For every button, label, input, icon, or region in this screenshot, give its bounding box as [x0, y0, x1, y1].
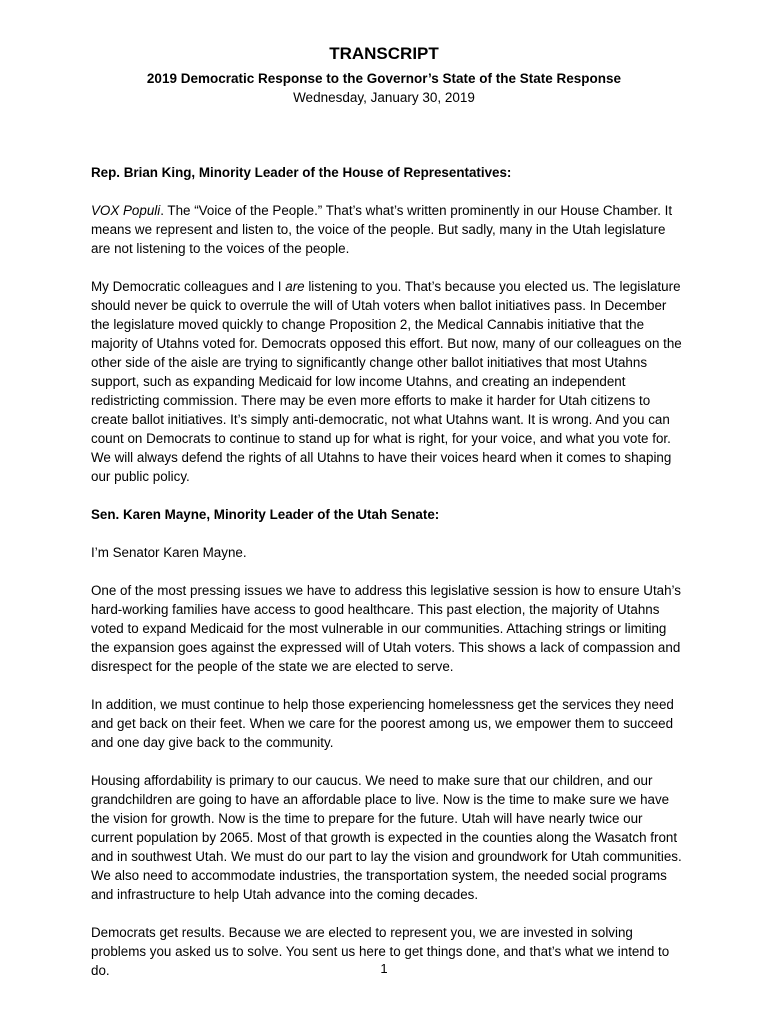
- emphasis-text: are: [285, 279, 305, 294]
- paragraph: In addition, we must continue to help those experiencing homelessness get the services they need and get back on their feet. When we care for the poorest among us, we empower them to succeed and one day give back to the community.: [91, 697, 674, 750]
- document-title: TRANSCRIPT: [329, 44, 439, 63]
- paragraph: [91, 277, 687, 486]
- paragraph: I’m Senator Karen Mayne.: [91, 545, 247, 560]
- paragraph: One of the most pressing issues we have to address this legislative session is how to ensure Utah’s hard-working families have access to good healthcare. This past election, the majority of Utahns voted to expand Medicaid for the most vulnerable in our communities. Attaching strings or limiting the expansion goes against the expressed will of Utah voters. This shows a lack of compassion and disrespect for the people of the state we are elected to serve.: [91, 583, 681, 674]
- paragraph: [91, 201, 687, 258]
- paragraph: Housing affordability is primary to our caucus. We need to make sure that our children, and our grandchildren are going to have an affordable place to live. Now is the time to make sure we have the vision for growth. Now is the time to prepare for the future. Utah will have nearly twice our current population by 2065. Most of that growth is expected in the counties along the Wasatch front and in southwest Utah. We must do our part to lay the vision and groundwork for Utah communities. We also need to accommodate industries, the transportation system, the needed social programs and infrastructure to help Utah advance into the coming decades.: [91, 773, 682, 902]
- paragraph-text: . The “Voice of the People.” That’s what’s written prominently in our House Chamber. It means we represent and listen to, the voice of the people. But sadly, many in the Utah legislature are not listening to the voices of the people.: [91, 203, 673, 256]
- emphasis-text: VOX Populi: [91, 203, 161, 218]
- paragraph-text: listening to you. That’s because you elected us. The legislature should never be quick to overrule the will of Utah voters when ballot initiatives pass. In December the legislature moved quickly to change Proposition 2, the Medical Cannabis initiative that the majority of Utahns voted for. Democrats opposed this effort. But now, many of our colleagues on the other side of the aisle are trying to significantly change other ballot initiatives that most Utahns support, such as expanding Medicaid for low income Utahns, and creating an independent redistricting commission. There may be even more efforts to make it harder for Utah citizens to create ballot initiatives. It’s simply anti-democratic, not what Utahns want. It is wrong. And you can count on Democrats to continue to stand up for what is right, for your voice, and what you vote for. We will always defend the rights of all Utahns to have their voices heard when it comes to shaping our public policy.: [91, 279, 682, 484]
- paragraph: Democrats get results. Because we are elected to represent you, we are invested in solving problems you asked us to solve. You sent us here to get things done, and that’s what we intend to do.: [91, 925, 670, 978]
- paragraph-text: My Democratic colleagues and I: [91, 279, 286, 294]
- transcript-body: [91, 163, 687, 999]
- page-number: 1: [380, 961, 388, 976]
- speaker-heading-mayne: Sen. Karen Mayne, Minority Leader of the Utah Senate:: [91, 507, 440, 522]
- document-subtitle: 2019 Democratic Response to the Governor’s State of the State Response: [146, 71, 622, 86]
- speaker-heading-king: Rep. Brian King, Minority Leader of the House of Representatives:: [91, 165, 512, 180]
- document-date: Wednesday, January 30, 2019: [293, 90, 475, 105]
